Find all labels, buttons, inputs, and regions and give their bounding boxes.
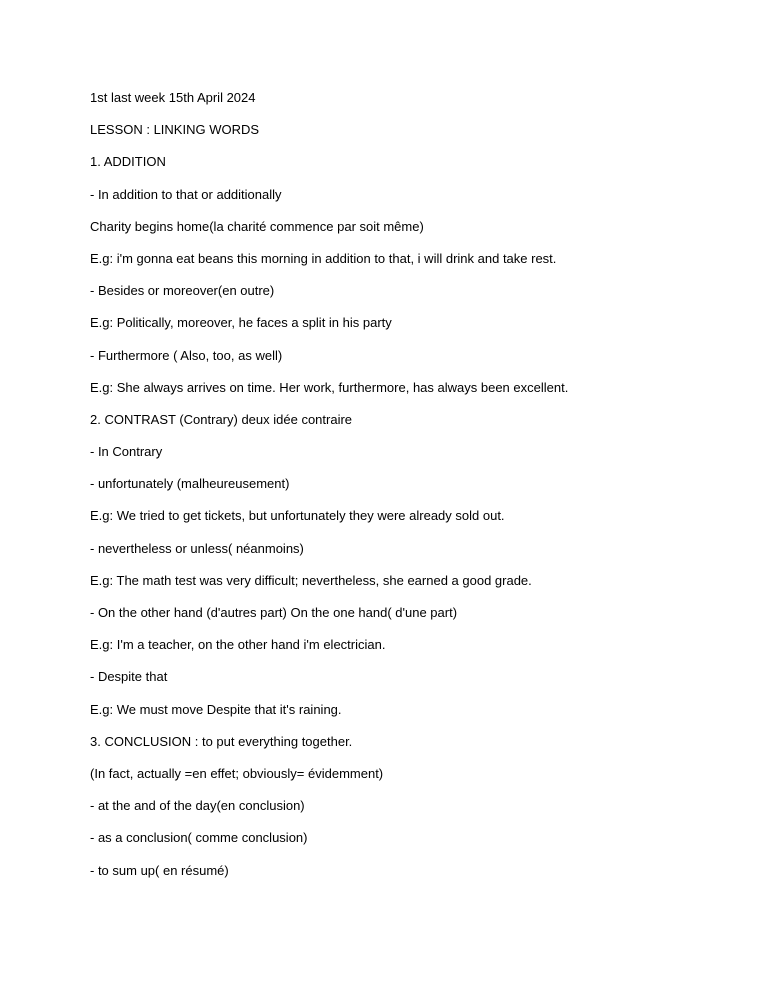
example-line: E.g: We tried to get tickets, but unfortunately they were already sold out.	[90, 508, 505, 524]
list-item: - In addition to that or additionally	[90, 186, 282, 202]
list-item: - at the and of the day(en conclusion)	[90, 798, 305, 814]
document-body	[90, 90, 690, 895]
lesson-title: LESSON : LINKING WORDS	[90, 122, 260, 138]
list-item: - On the other hand (d'autres part) On the one hand( d'une part)	[90, 605, 458, 620]
note-line: Charity begins home(la charité commence par soit même)	[90, 218, 424, 234]
list-item: - Furthermore ( Also, too, as well)	[90, 347, 283, 363]
example-line: E.g: We must move Despite that it's raining.	[90, 701, 342, 717]
list-item: - nevertheless or unless( néanmoins)	[90, 540, 304, 556]
list-item: - as a conclusion( comme conclusion)	[90, 830, 308, 846]
section-heading-addition: 1. ADDITION	[90, 154, 166, 170]
list-item: - to sum up( en résumé)	[90, 862, 229, 878]
example-line: E.g: She always arrives on time. Her work, furthermore, has always been excellent.	[90, 379, 569, 395]
example-line: E.g: I'm a teacher, on the other hand i'm electrician.	[90, 637, 386, 653]
example-line: E.g: The math test was very difficult; nevertheless, she earned a good grade.	[90, 572, 532, 588]
list-item: - Despite that	[90, 669, 168, 685]
note-line: (In fact, actually =en effet; obviously= évidemment)	[90, 765, 384, 781]
list-item: - unfortunately (malheureusement)	[90, 476, 290, 492]
list-item: - Besides or moreover(en outre)	[90, 283, 275, 299]
example-line: E.g: Politically, moreover, he faces a split in his party	[90, 315, 392, 331]
list-item: - In Contrary	[90, 444, 163, 460]
example-line: E.g: i'm gonna eat beans this morning in addition to that, i will drink and take rest.	[90, 250, 557, 266]
section-heading-contrast: 2. CONTRAST (Contrary) deux idée contraire	[90, 411, 353, 427]
section-heading-conclusion: 3. CONCLUSION : to put everything together.	[90, 733, 353, 749]
date-line: 1st last week 15th April 2024	[90, 90, 256, 105]
